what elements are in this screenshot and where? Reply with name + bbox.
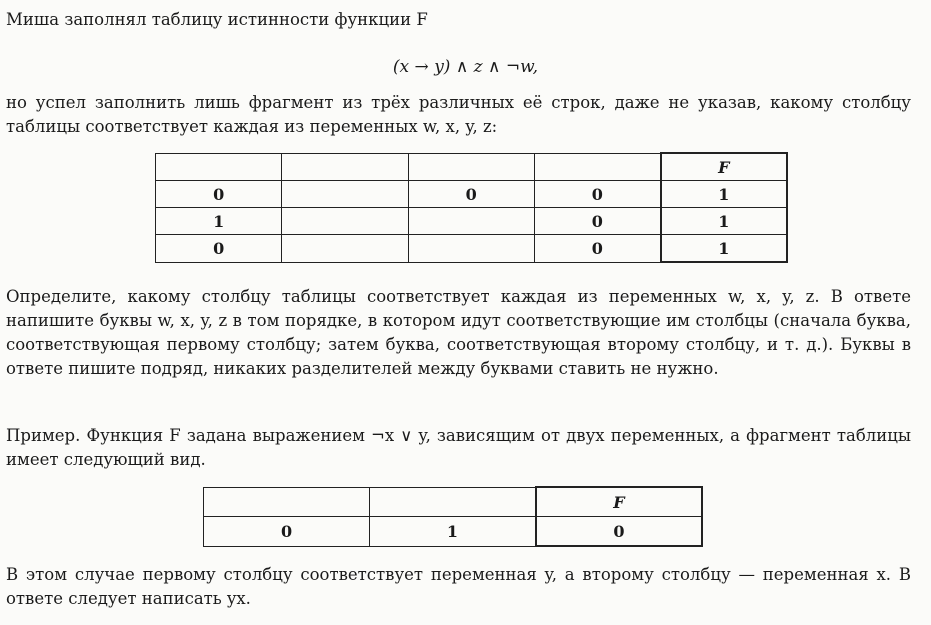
table-row [156,208,788,235]
task-text: Определите, какому столбцу таблицы соответствует каждая из переменных w, x, y, z. В ответе напишите буквы w, x, y, z в том порядке, в котором идут соответствующие им столбцы (сначала буква, соответствующая первому столбцу; затем буква, соответствующая второму столбцу, и т. д.). Буквы в ответе пишите подряд, никаких разделителей между буквами ставить не нужно. [6,287,911,378]
example-table [203,486,703,547]
table-cell [408,235,534,263]
function-column-header: F [536,487,702,517]
truth-table-fragment [155,152,788,263]
function-column-header: F [661,153,787,181]
table-cell [156,153,282,181]
function-value-cell: 1 [661,181,787,208]
table-cell: 0 [534,208,660,235]
conclusion-text: В этом случае первому столбцу соответствует переменная y, а второму столбцу — переменная x. В ответе следует написать yx. [6,565,911,608]
example-text: Пример. Функция F задана выражением ¬x ∨ y, зависящим от двух переменных, а фрагмент таблицы имеет следующий вид. [6,426,911,469]
table-cell [408,208,534,235]
intro-text: Миша заполнял таблицу истинности функции F [6,10,428,29]
table-cell: 0 [156,235,282,263]
table-cell: 1 [370,517,536,547]
table-cell: 0 [204,517,370,547]
table-cell [282,153,408,181]
function-value-cell: 0 [536,517,702,547]
table-cell [408,153,534,181]
table-header-row [156,153,788,181]
table-cell [370,487,536,517]
table-cell: 0 [156,181,282,208]
table-row [156,235,788,263]
table-header-row [204,487,703,517]
table-cell [282,208,408,235]
table-cell [534,153,660,181]
table-row [156,181,788,208]
statement-text: но успел заполнить лишь фрагмент из трёх различных её строк, даже не указав, какому столбцу таблицы соответствует каждая из переменных w, x, y, z: [6,93,911,136]
table-cell: 0 [534,181,660,208]
function-value-cell: 1 [661,208,787,235]
formula: (x → y) ∧ z ∧ ¬w, [392,57,539,77]
table-cell [282,181,408,208]
table-cell [282,235,408,263]
table-cell: 0 [408,181,534,208]
function-value-cell: 1 [661,235,787,263]
table-row [204,517,703,547]
table-cell [204,487,370,517]
table-cell: 0 [534,235,660,263]
table-cell: 1 [156,208,282,235]
